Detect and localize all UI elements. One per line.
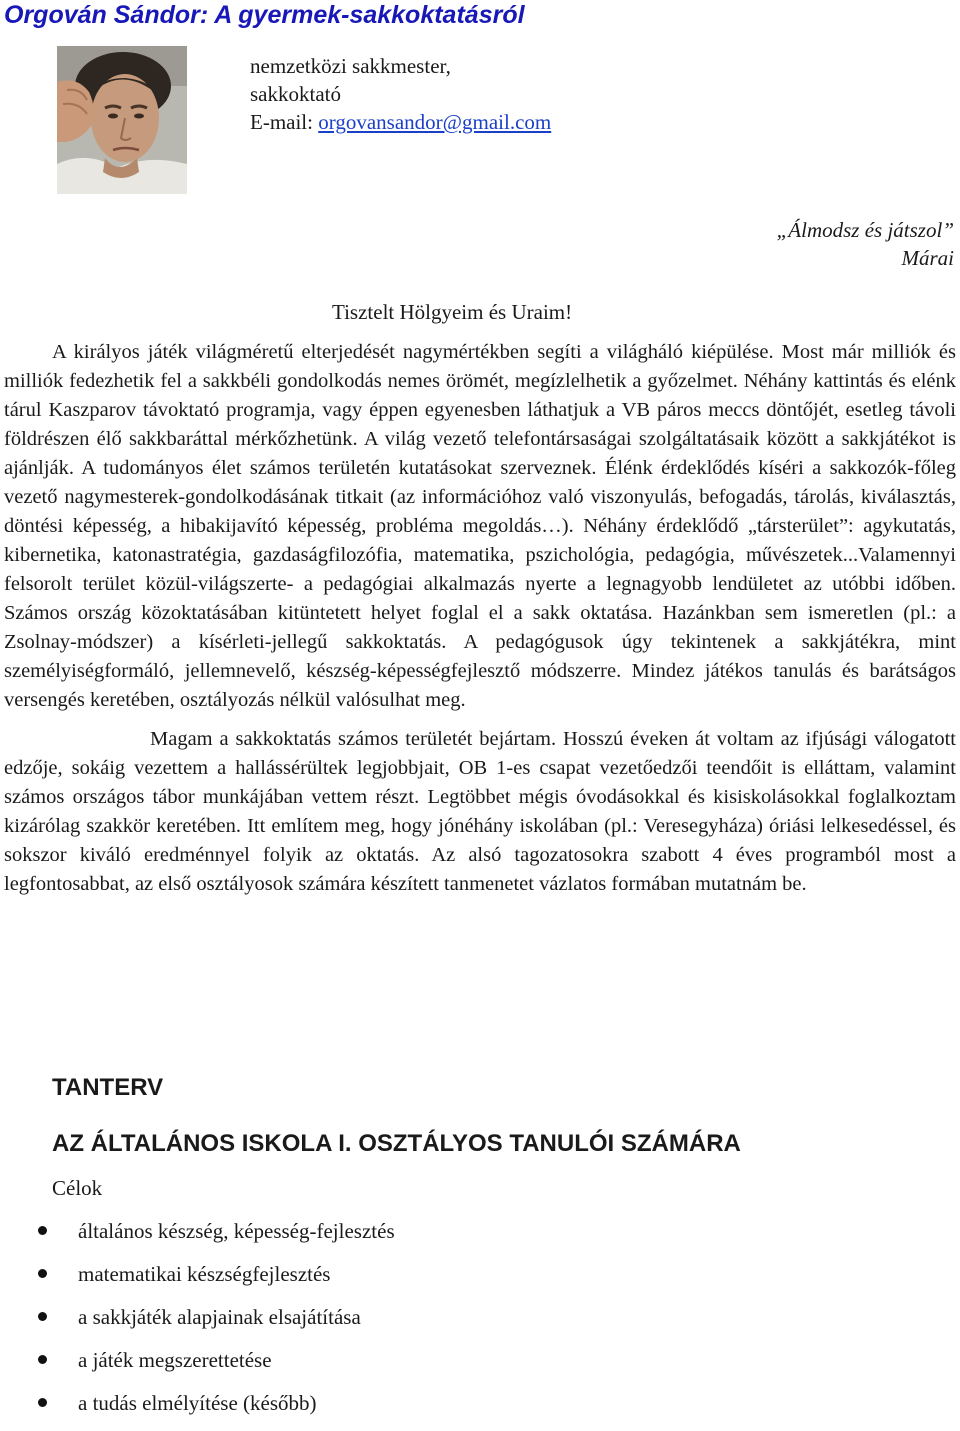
paragraph: A királyos játék világméretű elterjedését nagymértékben segíti a világháló kiépülése. Most már milliók és milliók fedezhetik fel a sakkbéli gondolkodás nemes örömét, megízlelhetik a győzelmet. Néhány kattintás és elénk tárul Kaszparov távoktató programja, vagy éppen egyenesben láthatjuk a VB páros meccs döntőjét, esetleg távoli földrészen élő sakkbaráttal mérkőzhetünk. A világ vezető telefontársaságai szolgáltatásaik között a sakkjátékot is ajánlják. A tudományos élet számos területén kutatásokat szerveznek. Élénk érdeklődés kíséri a sakkozók-főleg vezető nagymesterek-gondolkodásának titkait (az információhoz való viszonyulás, befogadás, tárolás, kiválasztás, döntési képesség, a hibakijavító képesség, probléma megoldás…). Néhány érdeklődő „társterület”: agykutatás, kibernetika, katonastratégia, gazdaságfilozófia, matematika, pszichológia, pedagógia, művészetek...Valamennyi felsorolt terület közül-világszerte- a pedagógiai alkalmazás nyerte a legnagyobb lendületet az utóbbi időben. Számos ország közoktatásában kitüntetett helyet foglal el a sakk oktatása. Hazánkban sem ismeretlen (pl.: a Zsolnay-módszer) a kísérleti-jellegű sakkoktatás. A pedagógusok úgy tekintenek a sakkjátékra, mint személyiségformáló, jellemnevelő, készség-képességfejlesztő módszerre. Mindez játékos tanulás és barátságos versengés keretében, osztályozás nélkül valósulhat meg. <box>4 341 956 711</box>
author-portrait <box>57 46 187 194</box>
list-item-text: a sakkjáték alapjainak elsajátítása <box>78 1305 361 1329</box>
list-item <box>0 1302 395 1345</box>
list-item-text: matematikai készségfejlesztés <box>78 1262 331 1286</box>
email-link[interactable]: orgovansandor@gmail.com <box>318 110 552 134</box>
list-item <box>0 1345 395 1388</box>
author-role: sakkoktató <box>250 82 341 106</box>
list-item-text: a tudás elmélyítése (később) <box>78 1391 317 1415</box>
subsection-heading: AZ ÁLTALÁNOS ISKOLA I. OSZTÁLYOS TANULÓI SZÁMÁRA <box>52 1130 741 1157</box>
email-label: E-mail: <box>250 110 319 134</box>
list-item-text: a játék megszerettetése <box>78 1348 272 1372</box>
bullet-icon <box>38 1226 47 1235</box>
bullet-icon <box>38 1269 47 1278</box>
article-body <box>4 338 956 899</box>
motto-attribution: Márai <box>901 246 954 270</box>
author-email-line <box>250 108 551 136</box>
bullet-icon <box>38 1398 47 1407</box>
page-title: Orgován Sándor: A gyermek-sakkoktatásról <box>4 1 525 29</box>
section-heading: TANTERV <box>52 1074 164 1101</box>
author-title: nemzetközi sakkmester, <box>250 54 451 78</box>
list-item <box>0 1388 395 1431</box>
goals-label: Célok <box>52 1176 103 1200</box>
greeting: Tisztelt Hölgyeim és Uraim! <box>332 300 573 324</box>
bullet-icon <box>38 1355 47 1364</box>
list-item <box>0 1216 395 1259</box>
bullet-icon <box>38 1312 47 1321</box>
list-item <box>0 1259 395 1302</box>
paragraph: Magam a sakkoktatás számos területét bejártam. Hosszú éveken át voltam az ifjúsági válogatott edzője, sokáig vezettem a hallássérültek legjobbjait, OB 1-es csapat vezetőedzői teendőit is elláttam, valamint számos országos tábor munkájában vettem részt. Legtöbbet mégis óvodásokkal és kisiskolásokkal foglalkoztam kizárólag szakkör keretében. Itt említem meg, hogy jónéhány iskolában (pl.: Veresegyháza) óriási lelkesedéssel, és sokszor kiváló eredménnyel folyik az oktatás. Az alsó tagozatosokra szabott 4 éves programból most a legfontosabbat, az első osztályosok számára készített tanmenetet vázlatos formában mutatnám be. <box>4 728 956 895</box>
goals-list <box>0 1216 395 1431</box>
portrait-image <box>57 46 187 194</box>
list-item-text: általános készség, képesség-fejlesztés <box>78 1219 395 1243</box>
motto <box>777 216 954 272</box>
motto-quote: „Álmodsz és játszol” <box>776 218 954 242</box>
author-info <box>250 52 551 136</box>
